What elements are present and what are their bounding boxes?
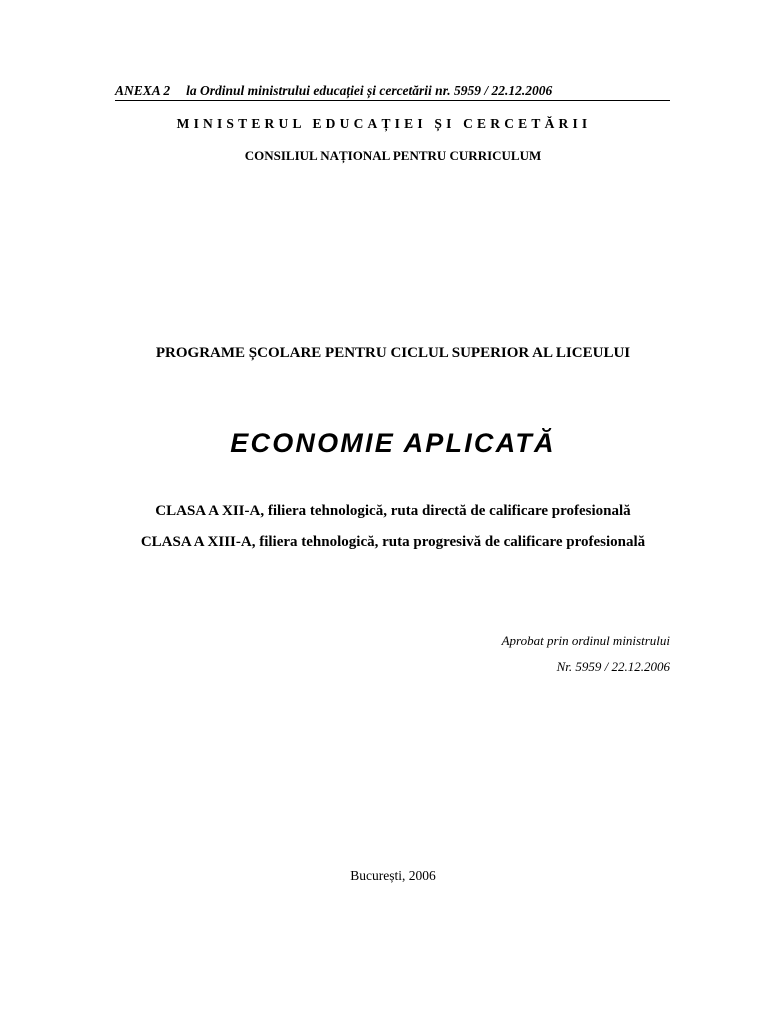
class-line-xiii: CLASA A XIII-A, filiera tehnologică, ruta progresivă de calificare profesională	[140, 534, 646, 550]
subject-title: ECONOMIE APLICATĂ	[230, 428, 556, 458]
annex-number: ANEXA 2	[115, 83, 171, 98]
place-and-year: București, 2006	[350, 868, 436, 883]
ministry-name: MINISTERUL EDUCAȚIEI ȘI CERCETĂRII	[176, 116, 592, 131]
approval-number: Nr. 5959 / 22.12.2006	[556, 659, 670, 674]
council-name: CONSILIUL NAȚIONAL PENTRU CURRICULUM	[244, 148, 542, 163]
order-reference: la Ordinul ministrului educației și cercetării nr. 5959 / 22.12.2006	[186, 83, 553, 98]
class-line-xii: CLASA A XII-A, filiera tehnologică, ruta directă de calificare profesională	[155, 503, 631, 519]
approval-text: Aprobat prin ordinul ministrului	[501, 633, 670, 648]
annex-header	[115, 83, 670, 101]
programs-title: PROGRAME ȘCOLARE PENTRU CICLUL SUPERIOR AL LICEULUI	[155, 345, 631, 361]
